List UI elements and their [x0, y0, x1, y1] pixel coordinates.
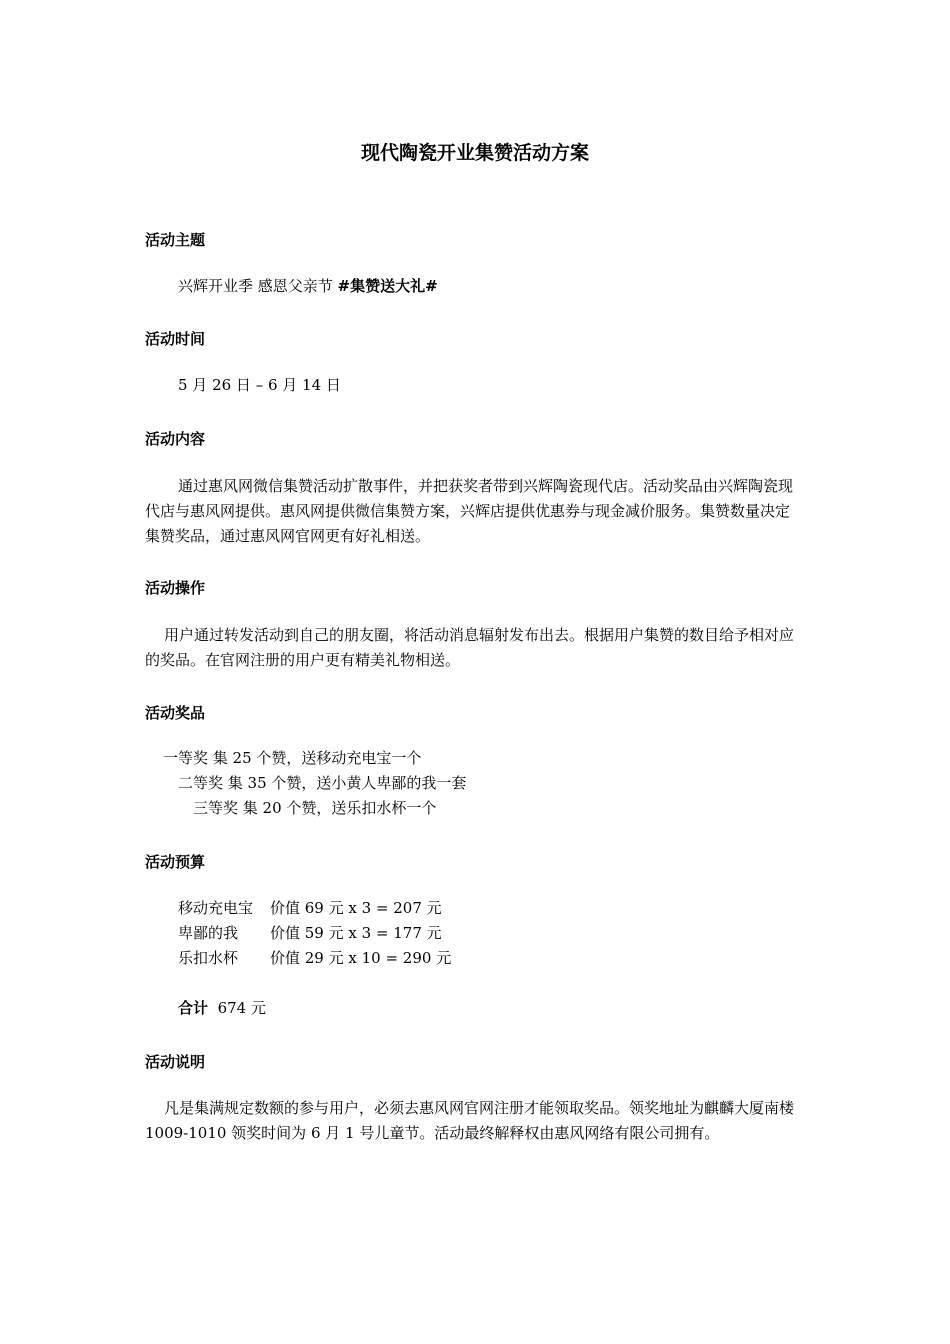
budget-price: 价值 29 元 x 10 = 290 元 [270, 949, 452, 967]
heading-content: 活动内容 [145, 430, 206, 448]
prize-first: 一等奖 集 25 个赞，送移动充电宝一个 [163, 749, 422, 767]
budget-price: 价值 59 元 x 3 = 177 元 [270, 924, 442, 942]
budget-row [178, 946, 451, 971]
prize-second: 二等奖 集 35 个赞，送小黄人卑鄙的我一套 [178, 774, 467, 792]
theme-text [145, 274, 838, 299]
budget-row [178, 921, 442, 946]
budget-total [178, 996, 266, 1021]
heading-notes: 活动说明 [145, 1053, 206, 1071]
budget-total-label: 合计 [178, 999, 209, 1017]
notes-paragraph: 凡是集满规定数额的参与用户，必须去惠风网官网注册才能领取奖品。领奖地址为麒麟大厦南楼 1009-1010 领奖时间为 6 月 1 号儿童节。活动最终解释权由惠风网络有限公司拥有。 [145, 1099, 795, 1142]
budget-item: 乐扣水杯 [178, 949, 239, 967]
heading-time: 活动时间 [145, 330, 206, 348]
heading-theme: 活动主题 [145, 231, 206, 249]
theme-slogan: 兴辉开业季 感恩父亲节 [178, 277, 338, 295]
heading-prizes: 活动奖品 [145, 704, 206, 722]
budget-row [178, 896, 442, 921]
heading-operation: 活动操作 [145, 579, 206, 597]
time-text: 5 月 26 日 – 6 月 14 日 [178, 376, 341, 394]
budget-price: 价值 69 元 x 3 = 207 元 [270, 899, 442, 917]
theme-hashtag: #集赞送大礼# [337, 277, 438, 295]
budget-item: 卑鄙的我 [178, 924, 239, 942]
content-paragraph: 通过惠风网微信集赞活动扩散事件，并把获奖者带到兴辉陶瓷现代店。活动奖品由兴辉陶瓷现代店与惠风网提供。惠风网提供微信集赞方案，兴辉店提供优惠券与现金减价服务。集赞数量决定集赞奖品，通过惠风网官网更有好礼相送。 [145, 477, 794, 545]
prize-third: 三等奖 集 20 个赞，送乐扣水杯一个 [193, 799, 437, 817]
document-title: 现代陶瓷开业集赞活动方案 [360, 142, 589, 164]
budget-total-value: 674 元 [217, 999, 266, 1017]
operation-paragraph: 用户通过转发活动到自己的朋友圈，将活动消息辐射发布出去。根据用户集赞的数目给予相对应的奖品。在官网注册的用户更有精美礼物相送。 [145, 626, 795, 669]
heading-budget: 活动预算 [145, 853, 206, 871]
budget-item: 移动充电宝 [178, 899, 254, 917]
